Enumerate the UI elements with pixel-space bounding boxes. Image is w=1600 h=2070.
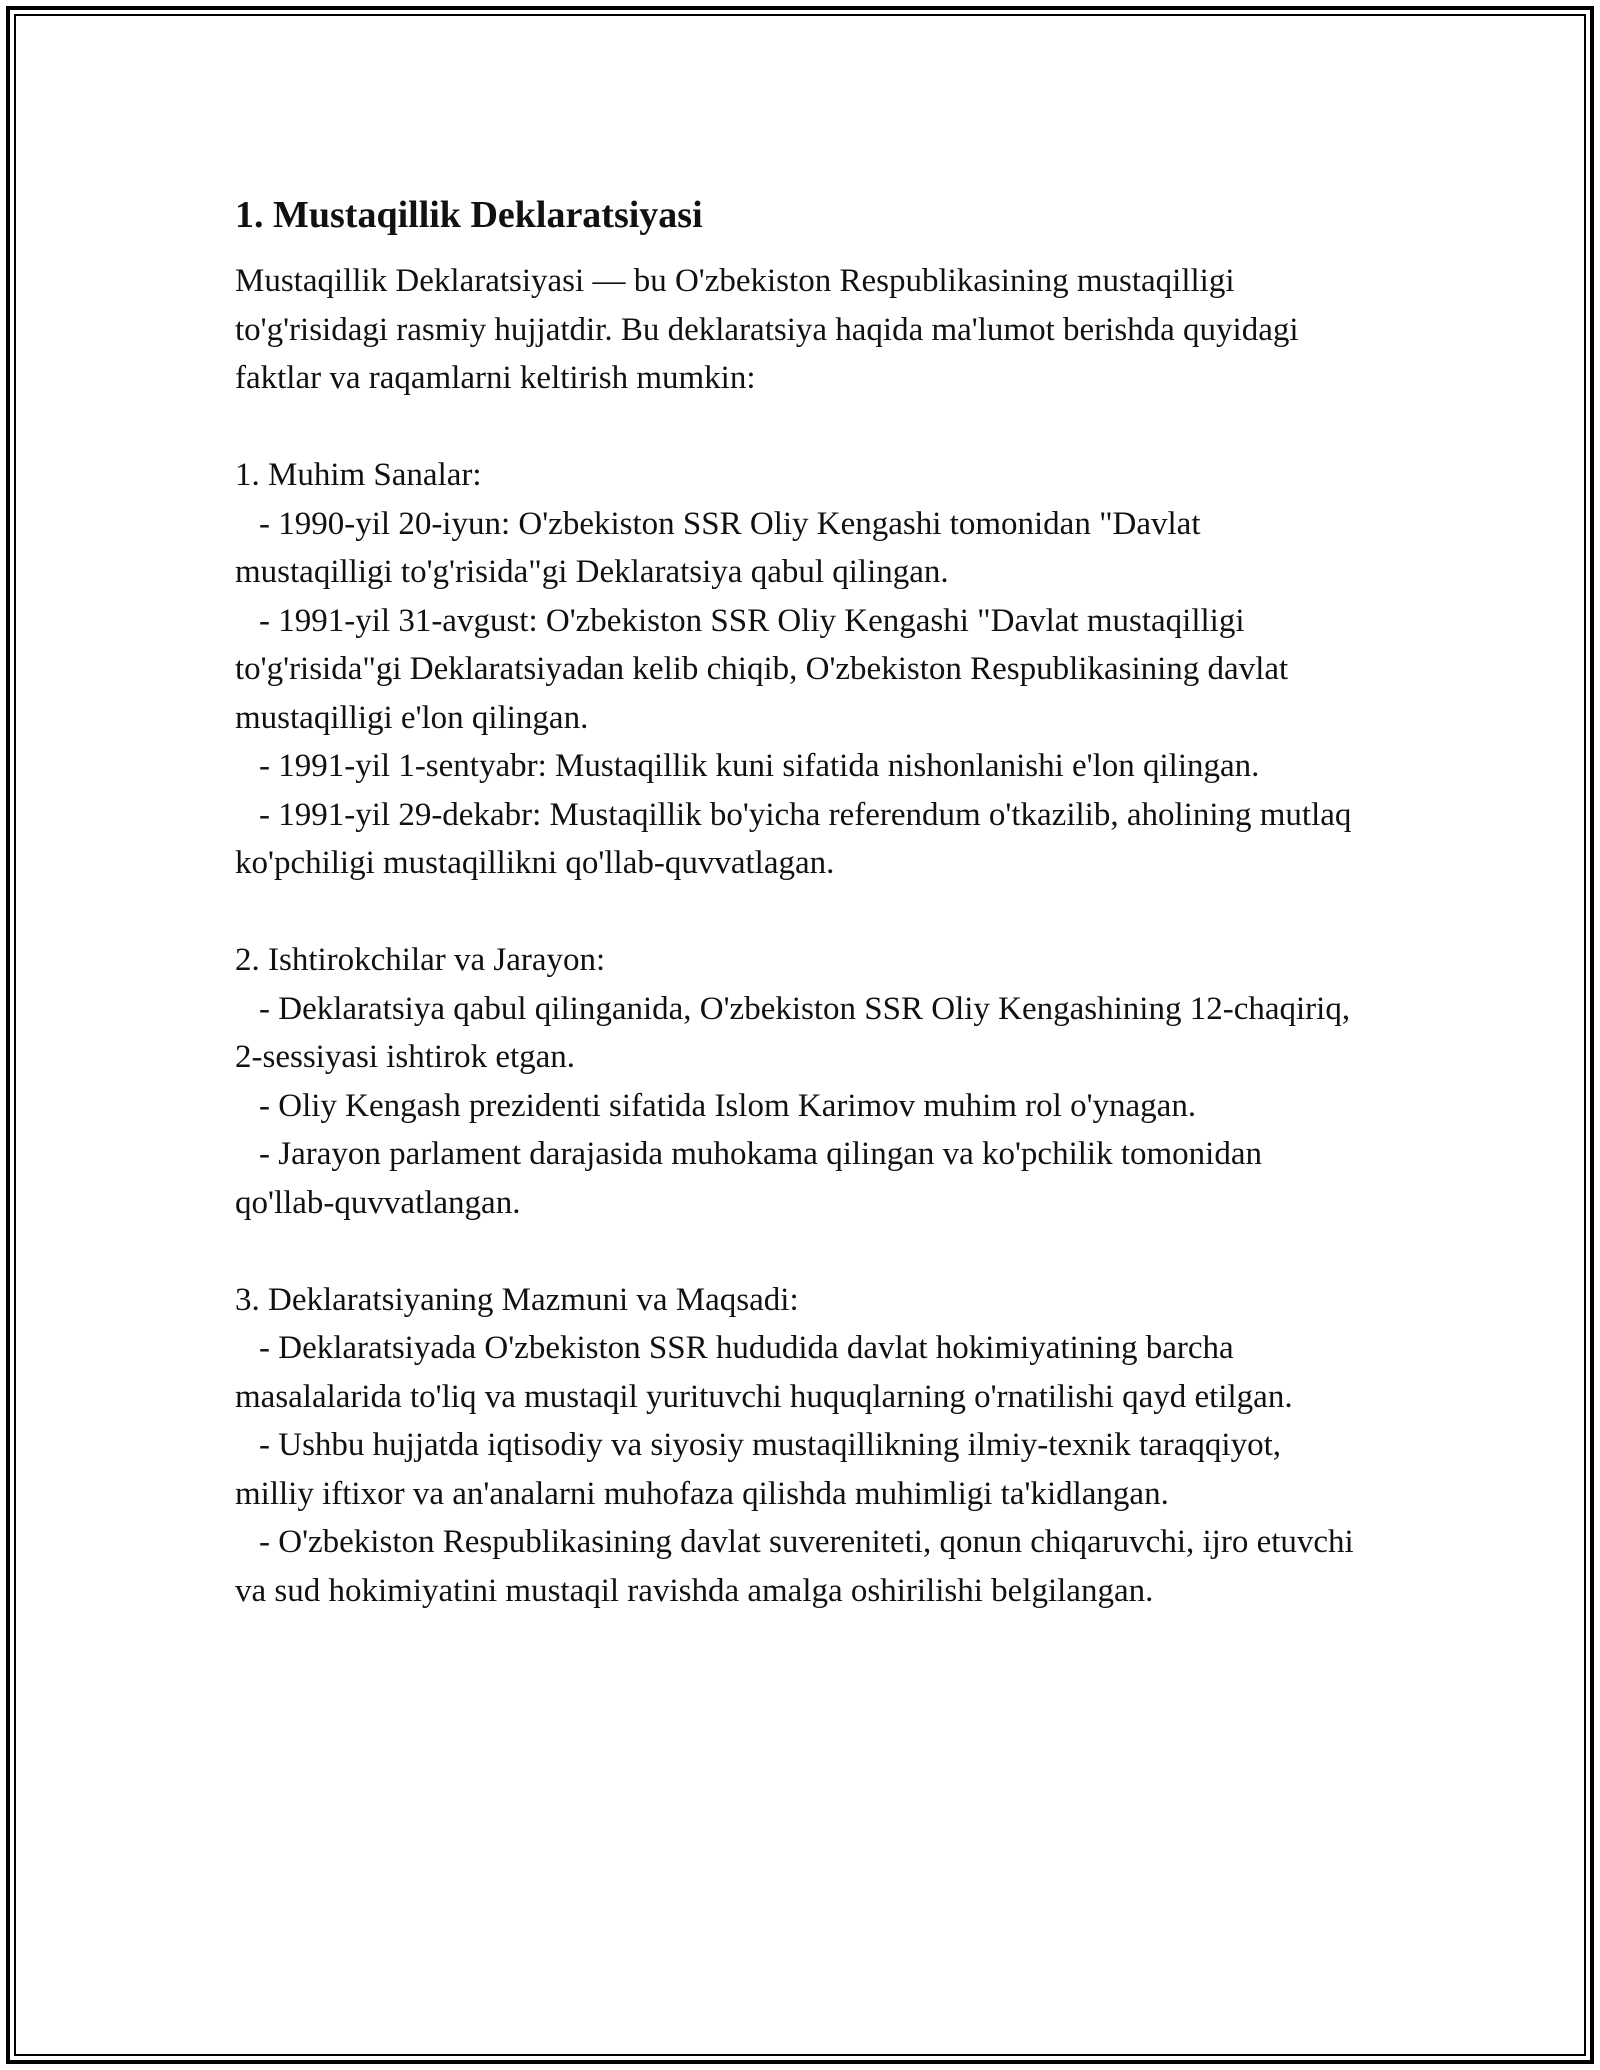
list-item: - 1991-yil 29-dekabr: Mustaqillik bo'yicha referendum o'tkazilib, aholining mutlaq ko'pchiligi mustaqillikni qo'llab-quvvatlagan. xyxy=(235,796,1352,881)
list-item: - Deklaratsiyada O'zbekiston SSR hududida davlat hokimiyatining barcha masalalarida to'liq va mustaqil yurituvchi huquqlarning o'rnatilishi qayd etilgan. xyxy=(235,1330,1293,1415)
list-item: - Deklaratsiya qabul qilinganida, O'zbekiston SSR Oliy Kengashining 12-chaqiriq, 2-sessiyasi ishtirok etgan. xyxy=(235,990,1351,1075)
section-heading: 1. Muhim Sanalar: xyxy=(235,457,482,493)
list-item: - 1991-yil 1-sentyabr: Mustaqillik kuni sifatida nishonlanishi e'lon qilingan. xyxy=(259,748,1260,784)
section-participants-process xyxy=(235,936,1365,1227)
list-item: - 1991-yil 31-avgust: O'zbekiston SSR Oliy Kengashi "Davlat mustaqilligi to'g'risida"gi Deklaratsiyadan kelib chiqib, O'zbekiston Respublikasining davlat mustaqilligi e'lon qilingan. xyxy=(235,602,1289,736)
list-item: - O'zbekiston Respublikasining davlat suvereniteti, qonun chiqaruvchi, ijro etuvchi va sud hokimiyatini mustaqil ravishda amalga oshirilishi belgilangan. xyxy=(235,1524,1354,1609)
list-item: - Jarayon parlament darajasida muhokama qilingan va ko'pchilik tomonidan qo'llab-quvvatlangan. xyxy=(235,1136,1262,1221)
section-heading: 2. Ishtirokchilar va Jarayon: xyxy=(235,942,606,978)
document-body xyxy=(235,185,1365,1615)
list-item: - Oliy Kengash prezidenti sifatida Islom Karimov muhim rol o'ynagan. xyxy=(259,1087,1197,1124)
document-title: 1. Mustaqillik Deklaratsiyasi xyxy=(235,194,703,236)
section-heading: 3. Deklaratsiyaning Mazmuni va Maqsadi: xyxy=(235,1281,799,1318)
intro-paragraph: Mustaqillik Deklaratsiyasi — bu O'zbekiston Respublikasining mustaqilligi to'g'risidagi rasmiy hujjatdir. Bu deklaratsiya haqida ma'lumot berishda quyidagi faktlar va raqamlarni keltirish mumkin: xyxy=(235,263,1299,396)
section-important-dates xyxy=(235,451,1365,888)
list-item: - 1990-yil 20-iyun: O'zbekiston SSR Oliy Kengashi tomonidan "Davlat mustaqilligi to'g'risida"gi Deklaratsiya qabul qilingan. xyxy=(235,505,1201,590)
section-content-purpose xyxy=(235,1276,1365,1616)
list-item: - Ushbu hujjatda iqtisodiy va siyosiy mustaqillikning ilmiy-texnik taraqqiyot, milliy iftixor va an'analarni muhofaza qilishda muhimligi ta'kidlangan. xyxy=(235,1427,1282,1512)
